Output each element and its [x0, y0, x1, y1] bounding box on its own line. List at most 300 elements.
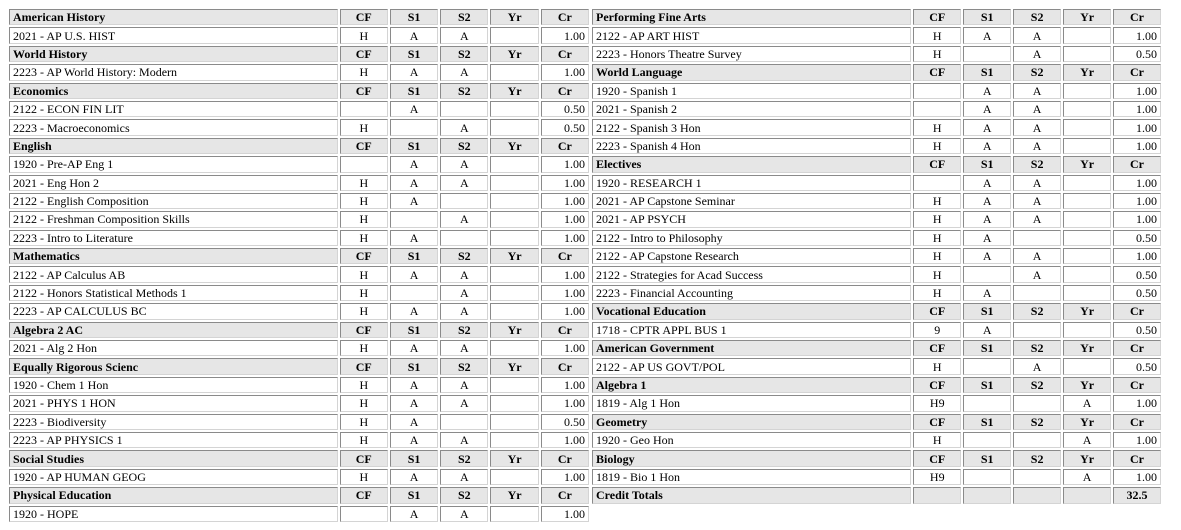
column-header-cf: CF	[913, 9, 961, 25]
course-yr	[490, 303, 538, 319]
course-row	[592, 285, 1161, 301]
course-s1	[390, 119, 438, 135]
course-s1: A	[390, 340, 438, 356]
course-cf: H	[913, 46, 961, 62]
course-yr	[1063, 285, 1111, 301]
course-s2: A	[440, 64, 488, 80]
column-header-s1: S1	[963, 156, 1011, 172]
column-header-s1: S1	[390, 83, 438, 99]
column-header-s1: S1	[963, 450, 1011, 466]
course-cr: 1.00	[1113, 119, 1161, 135]
column-header-s1: S1	[963, 340, 1011, 356]
course-row	[9, 414, 589, 430]
course-s2: A	[440, 27, 488, 43]
course-s2: A	[440, 156, 488, 172]
course-cf: H	[340, 285, 388, 301]
column-header-yr: Yr	[1063, 340, 1111, 356]
course-cf: H	[913, 230, 961, 246]
course-cr: 1.00	[541, 377, 589, 393]
course-cf: H	[913, 432, 961, 448]
column-header-yr: Yr	[490, 358, 538, 374]
credit-totals-value: 32.5	[1113, 487, 1161, 503]
course-yr	[490, 230, 538, 246]
course-name: 2122 - Honors Statistical Methods 1	[9, 285, 338, 301]
course-row	[9, 432, 589, 448]
course-s2: A	[440, 469, 488, 485]
course-cr: 1.00	[541, 175, 589, 191]
course-yr	[490, 119, 538, 135]
course-row	[9, 469, 589, 485]
column-header-s2: S2	[1013, 377, 1061, 393]
column-header-cr: Cr	[541, 322, 589, 338]
course-row	[9, 303, 589, 319]
course-row	[592, 230, 1161, 246]
column-header-yr: Yr	[1063, 377, 1111, 393]
course-row	[592, 193, 1161, 209]
course-cf	[913, 83, 961, 99]
section-header-row	[9, 46, 589, 62]
section-title: Algebra 1	[592, 377, 911, 393]
empty-cell	[1063, 487, 1111, 503]
column-header-yr: Yr	[490, 322, 538, 338]
course-name: 2021 - Spanish 2	[592, 101, 911, 117]
course-s2: A	[1013, 138, 1061, 154]
course-s1	[963, 432, 1011, 448]
course-cr: 1.00	[1113, 175, 1161, 191]
course-name: 1920 - Geo Hon	[592, 432, 911, 448]
course-name: 2223 - Intro to Literature	[9, 230, 338, 246]
section-header-row	[592, 303, 1161, 319]
column-header-s2: S2	[1013, 156, 1061, 172]
course-s1: A	[390, 175, 438, 191]
course-s1	[390, 285, 438, 301]
column-header-cr: Cr	[541, 138, 589, 154]
course-row	[592, 358, 1161, 374]
course-cf: H9	[913, 469, 961, 485]
course-cr: 0.50	[1113, 285, 1161, 301]
course-s2	[1013, 469, 1061, 485]
course-s1: A	[390, 266, 438, 282]
column-header-cf: CF	[913, 377, 961, 393]
course-cr: 0.50	[1113, 266, 1161, 282]
column-header-cr: Cr	[1113, 450, 1161, 466]
column-header-s2: S2	[440, 322, 488, 338]
course-s1: A	[963, 83, 1011, 99]
course-cf: H	[340, 230, 388, 246]
course-s2: A	[1013, 101, 1061, 117]
section-header-row	[9, 358, 589, 374]
section-title: American Government	[592, 340, 911, 356]
course-cf: H	[340, 119, 388, 135]
column-header-yr: Yr	[1063, 64, 1111, 80]
section-title: World History	[9, 46, 338, 62]
course-s2: A	[1013, 119, 1061, 135]
course-s1: A	[390, 101, 438, 117]
course-row	[9, 377, 589, 393]
column-header-s1: S1	[963, 64, 1011, 80]
course-s2: A	[1013, 27, 1061, 43]
course-cf: H	[340, 469, 388, 485]
course-cr: 1.00	[1113, 395, 1161, 411]
column-header-cf: CF	[913, 450, 961, 466]
course-row	[9, 506, 589, 522]
course-s1: A	[963, 285, 1011, 301]
column-header-yr: Yr	[1063, 414, 1111, 430]
course-cr: 1.00	[541, 303, 589, 319]
section-header-row	[592, 340, 1161, 356]
course-s1: A	[390, 156, 438, 172]
section-title: Mathematics	[9, 248, 338, 264]
course-cr: 0.50	[541, 119, 589, 135]
course-yr	[490, 156, 538, 172]
course-s1	[390, 211, 438, 227]
course-s2: A	[440, 432, 488, 448]
empty-cell	[913, 487, 961, 503]
section-title: Vocational Education	[592, 303, 911, 319]
course-cr: 1.00	[541, 211, 589, 227]
course-name: 1920 - Chem 1 Hon	[9, 377, 338, 393]
course-yr	[1063, 230, 1111, 246]
column-header-cr: Cr	[1113, 64, 1161, 80]
column-header-cf: CF	[340, 9, 388, 25]
course-name: 2223 - AP CALCULUS BC	[9, 303, 338, 319]
course-name: 1920 - HOPE	[9, 506, 338, 522]
course-yr	[490, 414, 538, 430]
course-row	[9, 340, 589, 356]
course-yr	[1063, 101, 1111, 117]
course-s2	[440, 414, 488, 430]
course-cf: H	[340, 377, 388, 393]
course-yr	[1063, 248, 1111, 264]
course-name: 1819 - Bio 1 Hon	[592, 469, 911, 485]
empty-cell	[1013, 487, 1061, 503]
course-cr: 1.00	[1113, 248, 1161, 264]
column-header-yr: Yr	[1063, 450, 1111, 466]
course-name: 2122 - Freshman Composition Skills	[9, 211, 338, 227]
course-s2	[1013, 432, 1061, 448]
transcript-right-table	[590, 7, 1163, 506]
column-header-cr: Cr	[541, 46, 589, 62]
course-s2: A	[440, 395, 488, 411]
column-header-s2: S2	[1013, 9, 1061, 25]
course-cf: H	[340, 175, 388, 191]
course-s2: A	[1013, 83, 1061, 99]
column-header-s2: S2	[440, 138, 488, 154]
course-s1: A	[390, 303, 438, 319]
course-name: 2021 - AP U.S. HIST	[9, 27, 338, 43]
section-title: Electives	[592, 156, 911, 172]
course-s2: A	[440, 340, 488, 356]
column-header-s1: S1	[390, 322, 438, 338]
course-yr: A	[1063, 432, 1111, 448]
column-header-s2: S2	[1013, 450, 1061, 466]
section-header-row	[9, 138, 589, 154]
column-header-cf: CF	[913, 156, 961, 172]
course-cr: 1.00	[1113, 83, 1161, 99]
course-name: 2021 - AP Capstone Seminar	[592, 193, 911, 209]
course-cr: 0.50	[541, 414, 589, 430]
course-name: 2223 - AP World History: Modern	[9, 64, 338, 80]
course-row	[592, 248, 1161, 264]
column-header-s2: S2	[440, 83, 488, 99]
section-title: American History	[9, 9, 338, 25]
empty-cell	[963, 487, 1011, 503]
course-name: 1920 - Pre-AP Eng 1	[9, 156, 338, 172]
course-row	[592, 469, 1161, 485]
course-cr: 1.00	[541, 230, 589, 246]
credit-totals-row	[592, 487, 1161, 503]
column-header-cf: CF	[340, 322, 388, 338]
section-header-row	[592, 450, 1161, 466]
course-cf: H	[340, 64, 388, 80]
course-cf: H	[913, 119, 961, 135]
course-row	[9, 395, 589, 411]
course-cr: 1.00	[1113, 432, 1161, 448]
course-cf: H	[340, 340, 388, 356]
course-cr: 0.50	[1113, 322, 1161, 338]
course-s1: A	[390, 377, 438, 393]
course-s2	[440, 193, 488, 209]
section-title: Economics	[9, 83, 338, 99]
course-row	[9, 175, 589, 191]
column-header-cr: Cr	[541, 83, 589, 99]
course-cr: 1.00	[541, 506, 589, 522]
course-row	[592, 175, 1161, 191]
section-header-row	[9, 248, 589, 264]
course-name: 2122 - English Composition	[9, 193, 338, 209]
column-header-s2: S2	[1013, 340, 1061, 356]
course-s1: A	[390, 64, 438, 80]
course-yr	[1063, 358, 1111, 374]
column-header-cr: Cr	[1113, 377, 1161, 393]
course-cr: 1.00	[1113, 101, 1161, 117]
column-header-s1: S1	[963, 9, 1011, 25]
column-header-cf: CF	[340, 46, 388, 62]
course-row	[592, 101, 1161, 117]
section-title: Algebra 2 AC	[9, 322, 338, 338]
column-header-cf: CF	[913, 303, 961, 319]
column-header-s1: S1	[390, 450, 438, 466]
course-cf: H	[913, 27, 961, 43]
column-header-cr: Cr	[541, 450, 589, 466]
column-header-yr: Yr	[490, 83, 538, 99]
column-header-cr: Cr	[541, 248, 589, 264]
course-row	[592, 322, 1161, 338]
course-row	[9, 27, 589, 43]
course-yr	[490, 377, 538, 393]
course-s1: A	[963, 211, 1011, 227]
course-cr: 1.00	[1113, 138, 1161, 154]
course-yr	[1063, 83, 1111, 99]
course-row	[9, 285, 589, 301]
course-name: 2122 - Intro to Philosophy	[592, 230, 911, 246]
course-name: 2122 - AP Calculus AB	[9, 266, 338, 282]
column-header-cf: CF	[340, 487, 388, 503]
course-s1: A	[390, 506, 438, 522]
course-name: 1819 - Alg 1 Hon	[592, 395, 911, 411]
column-header-cr: Cr	[1113, 303, 1161, 319]
course-cf	[340, 506, 388, 522]
course-name: 2021 - Alg 2 Hon	[9, 340, 338, 356]
course-row	[592, 266, 1161, 282]
course-name: 2223 - AP PHYSICS 1	[9, 432, 338, 448]
course-cr: 0.50	[1113, 230, 1161, 246]
course-cf: H	[913, 211, 961, 227]
column-header-s1: S1	[390, 46, 438, 62]
course-name: 2122 - ECON FIN LIT	[9, 101, 338, 117]
section-header-row	[9, 322, 589, 338]
course-row	[9, 193, 589, 209]
column-header-cr: Cr	[1113, 414, 1161, 430]
course-s2	[440, 230, 488, 246]
course-cr: 1.00	[541, 432, 589, 448]
course-yr	[490, 340, 538, 356]
course-yr	[490, 193, 538, 209]
course-s1: A	[963, 101, 1011, 117]
column-header-yr: Yr	[1063, 156, 1111, 172]
course-yr	[490, 211, 538, 227]
course-name: 1718 - CPTR APPL BUS 1	[592, 322, 911, 338]
column-header-yr: Yr	[490, 248, 538, 264]
section-title: Geometry	[592, 414, 911, 430]
course-name: 2122 - AP Capstone Research	[592, 248, 911, 264]
course-cr: 1.00	[541, 469, 589, 485]
column-header-s1: S1	[390, 358, 438, 374]
course-row	[592, 119, 1161, 135]
course-name: 1920 - AP HUMAN GEOG	[9, 469, 338, 485]
course-name: 2122 - Strategies for Acad Success	[592, 266, 911, 282]
course-cf: H	[340, 395, 388, 411]
course-cf: 9	[913, 322, 961, 338]
course-row	[592, 138, 1161, 154]
course-s2	[1013, 230, 1061, 246]
column-header-s2: S2	[1013, 303, 1061, 319]
section-title: Biology	[592, 450, 911, 466]
course-cf: H	[340, 414, 388, 430]
course-cr: 0.50	[541, 101, 589, 117]
section-title: Equally Rigorous Scienc	[9, 358, 338, 374]
course-cf	[340, 101, 388, 117]
course-yr	[1063, 322, 1111, 338]
course-yr: A	[1063, 395, 1111, 411]
section-header-row	[592, 156, 1161, 172]
course-row	[592, 83, 1161, 99]
column-header-yr: Yr	[490, 450, 538, 466]
course-yr	[490, 285, 538, 301]
column-header-s1: S1	[390, 248, 438, 264]
course-yr	[490, 101, 538, 117]
course-name: 1920 - RESEARCH 1	[592, 175, 911, 191]
course-yr	[490, 432, 538, 448]
column-header-cf: CF	[913, 414, 961, 430]
course-s1: A	[390, 193, 438, 209]
course-s2: A	[1013, 175, 1061, 191]
course-cr: 1.00	[541, 193, 589, 209]
course-name: 2021 - AP PSYCH	[592, 211, 911, 227]
column-header-s1: S1	[390, 487, 438, 503]
column-header-cf: CF	[340, 138, 388, 154]
course-yr	[1063, 193, 1111, 209]
column-header-cf: CF	[913, 340, 961, 356]
course-s2: A	[440, 175, 488, 191]
column-header-s2: S2	[440, 248, 488, 264]
course-s2: A	[440, 266, 488, 282]
course-s1: A	[390, 230, 438, 246]
section-title: World Language	[592, 64, 911, 80]
course-cf: H	[340, 266, 388, 282]
column-header-s2: S2	[440, 487, 488, 503]
course-cr: 1.00	[541, 285, 589, 301]
course-yr	[1063, 175, 1111, 191]
course-name: 2223 - Biodiversity	[9, 414, 338, 430]
course-cf: H9	[913, 395, 961, 411]
course-s2: A	[440, 303, 488, 319]
course-s2	[1013, 322, 1061, 338]
course-cr: 1.00	[541, 156, 589, 172]
course-cf	[340, 156, 388, 172]
column-header-cr: Cr	[1113, 340, 1161, 356]
course-yr	[490, 506, 538, 522]
course-row	[9, 64, 589, 80]
course-yr	[1063, 27, 1111, 43]
course-name: 2122 - AP ART HIST	[592, 27, 911, 43]
credit-totals-label: Credit Totals	[592, 487, 911, 503]
course-cr: 0.50	[1113, 46, 1161, 62]
column-header-yr: Yr	[490, 487, 538, 503]
course-s1: A	[963, 138, 1011, 154]
course-yr	[1063, 46, 1111, 62]
course-s1	[963, 395, 1011, 411]
course-yr	[490, 395, 538, 411]
column-header-cr: Cr	[1113, 156, 1161, 172]
column-header-s2: S2	[440, 450, 488, 466]
section-header-row	[592, 377, 1161, 393]
course-cf: H	[913, 358, 961, 374]
course-s1	[963, 469, 1011, 485]
course-row	[592, 211, 1161, 227]
course-name: 2122 - AP US GOVT/POL	[592, 358, 911, 374]
column-header-yr: Yr	[1063, 9, 1111, 25]
course-name: 1920 - Spanish 1	[592, 83, 911, 99]
course-s2: A	[1013, 266, 1061, 282]
course-cf: H	[913, 266, 961, 282]
course-cf	[913, 175, 961, 191]
course-cr: 0.50	[1113, 358, 1161, 374]
course-s2: A	[440, 377, 488, 393]
column-header-s2: S2	[440, 358, 488, 374]
section-header-row	[9, 83, 589, 99]
course-s2: A	[1013, 248, 1061, 264]
course-name: 2223 - Macroeconomics	[9, 119, 338, 135]
column-header-yr: Yr	[490, 46, 538, 62]
course-cr: 1.00	[541, 64, 589, 80]
course-row	[592, 27, 1161, 43]
course-row	[9, 211, 589, 227]
course-s2: A	[1013, 193, 1061, 209]
column-header-cf: CF	[340, 248, 388, 264]
column-header-s2: S2	[440, 46, 488, 62]
course-s1	[963, 46, 1011, 62]
course-s2: A	[440, 119, 488, 135]
section-title: Physical Education	[9, 487, 338, 503]
column-header-cf: CF	[340, 83, 388, 99]
course-s1: A	[963, 193, 1011, 209]
course-cr: 1.00	[541, 27, 589, 43]
course-cf: H	[340, 211, 388, 227]
column-header-s1: S1	[963, 414, 1011, 430]
course-cf: H	[913, 248, 961, 264]
course-yr	[1063, 211, 1111, 227]
